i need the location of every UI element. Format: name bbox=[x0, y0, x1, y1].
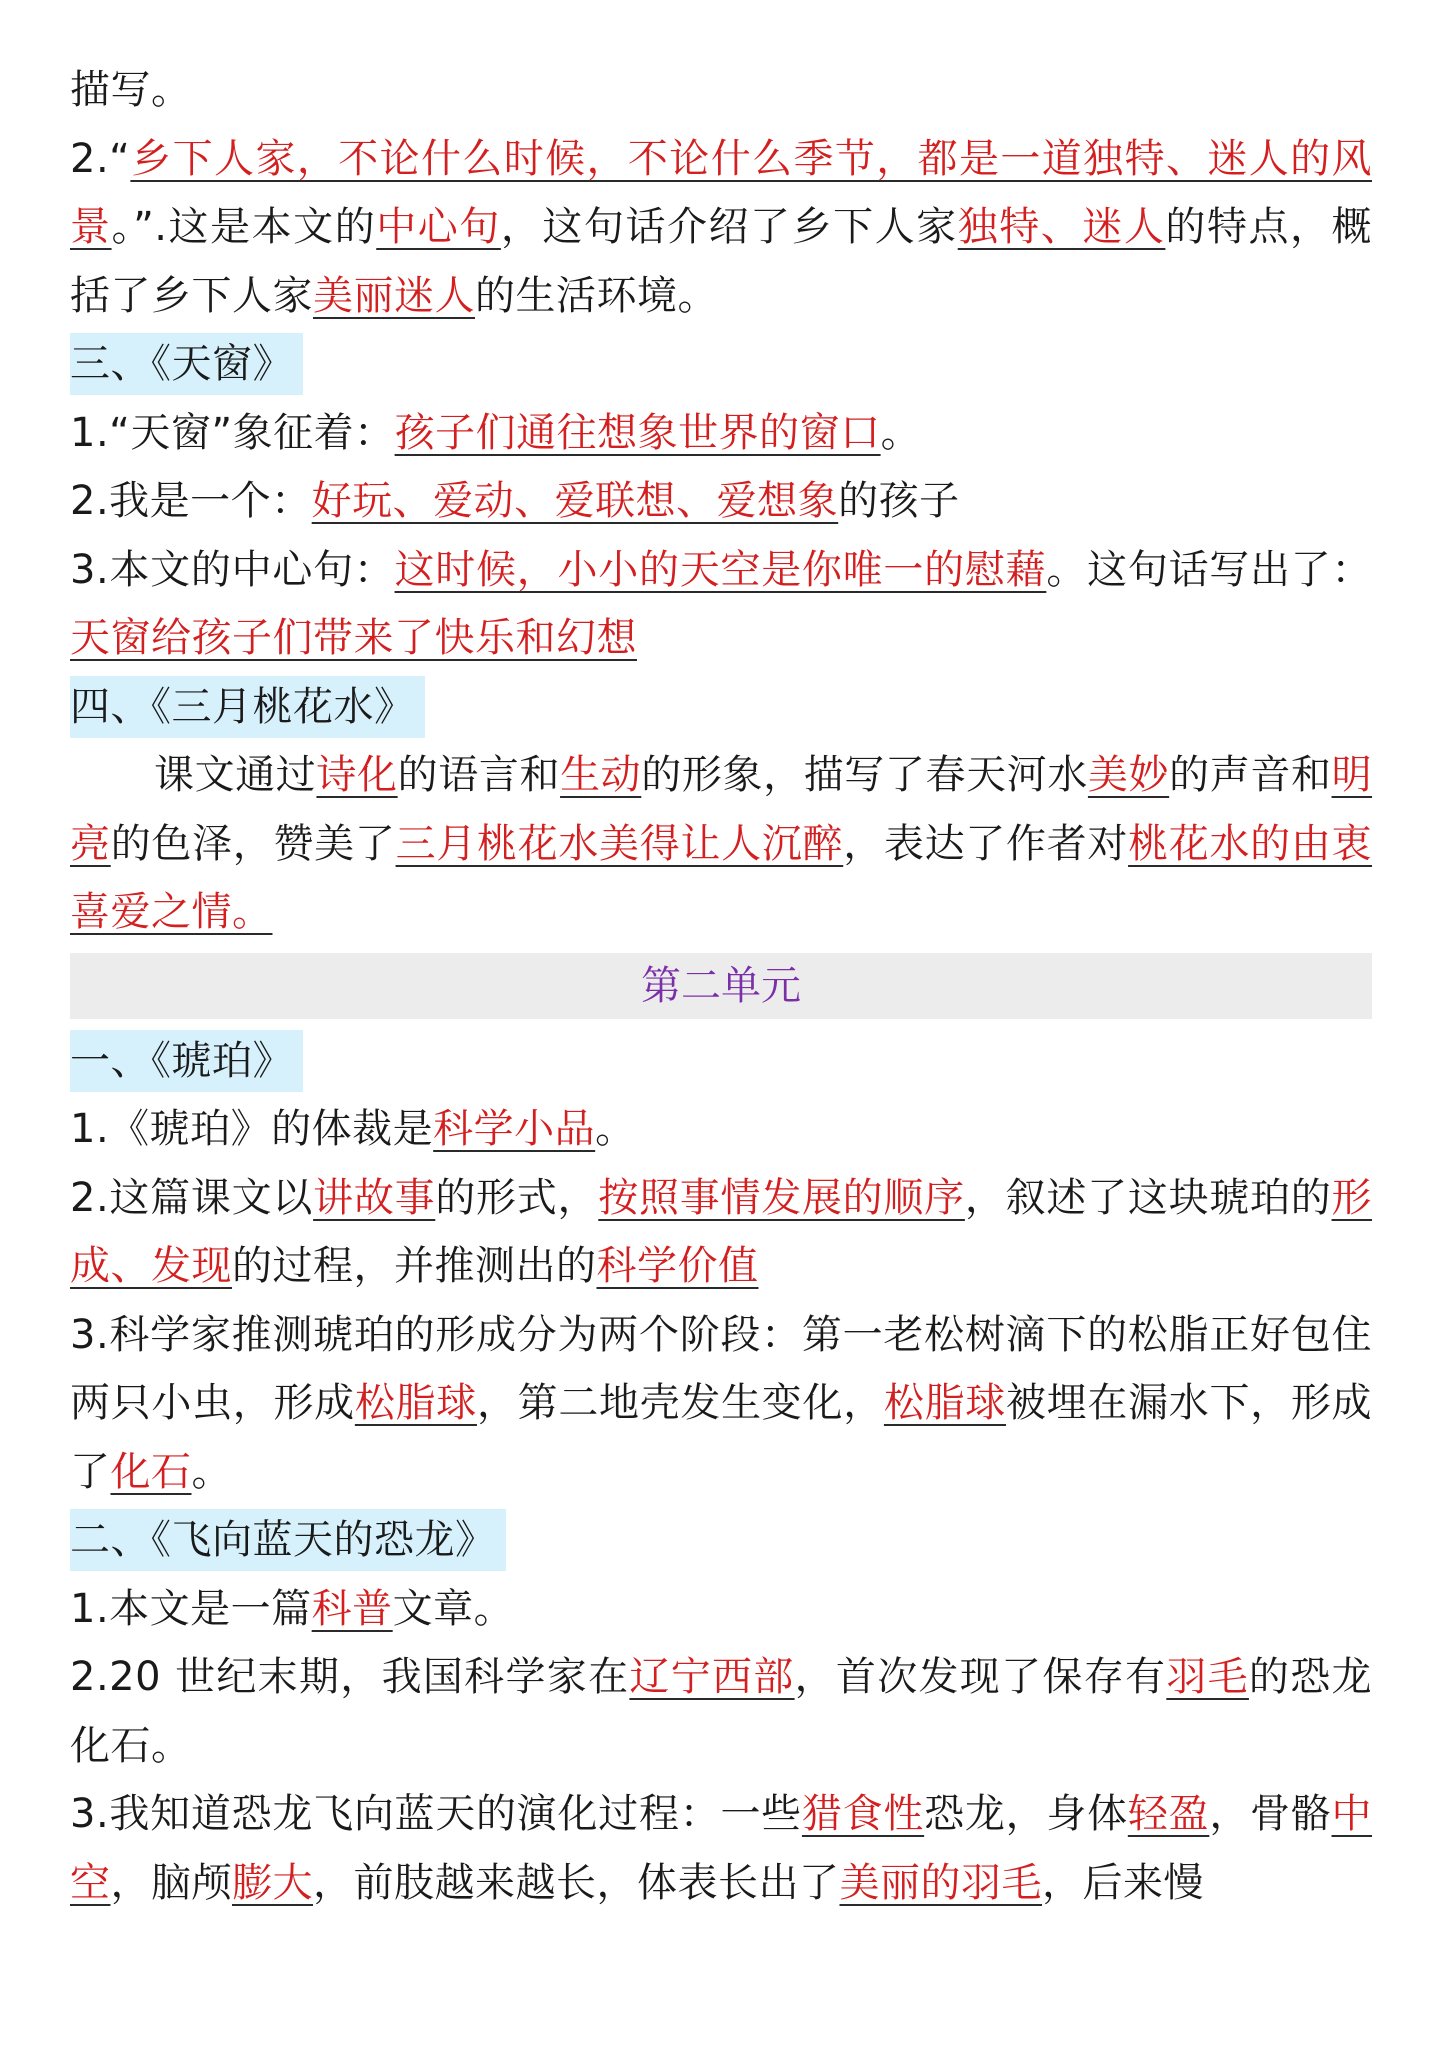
text-segment: ，前肢越来越长，体表长出了 bbox=[313, 1859, 840, 1906]
text-segment: ，骨骼 bbox=[1209, 1791, 1332, 1837]
text-segment: 2.20 世纪末期，我国科学家在 bbox=[70, 1654, 630, 1700]
highlighted-answer: 中空 bbox=[70, 1791, 1373, 1906]
para-intro-tail bbox=[70, 56, 1372, 125]
text-segment: 2.我是一个： bbox=[70, 478, 312, 524]
para-xiaxia-2 bbox=[70, 125, 1372, 331]
highlighted-answer: 天窗给孩子们带来了快乐和幻想 bbox=[70, 615, 637, 661]
highlighted-answer: 讲故事 bbox=[313, 1174, 436, 1221]
para-tianchuang-2 bbox=[70, 467, 1372, 536]
text-segment: 的生活环境。 bbox=[475, 272, 718, 319]
text-segment: 被埋在漏水下，形成了 bbox=[70, 1380, 1373, 1495]
text-segment: ，叙述了这块琥珀的 bbox=[964, 1174, 1332, 1221]
text-segment: 的声音和 bbox=[1169, 752, 1332, 798]
highlighted-answer: 羽毛 bbox=[1166, 1654, 1249, 1700]
highlighted-answer: 膨大 bbox=[232, 1859, 313, 1906]
text-segment: ，后来慢 bbox=[1042, 1859, 1204, 1906]
unit-2-banner: 第二单元 bbox=[70, 953, 1372, 1019]
highlighted-answer: 美丽的羽毛 bbox=[839, 1859, 1042, 1906]
heading-taohuashui bbox=[70, 673, 1372, 742]
text-segment: 1.《琥珀》的体裁是 bbox=[70, 1106, 434, 1152]
text-segment: 的形象，描写了春天河水 bbox=[641, 752, 1088, 798]
para-hupo-2 bbox=[70, 1164, 1372, 1301]
text-segment: 描写。 bbox=[70, 67, 192, 113]
text-segment: 恐龙，身体 bbox=[924, 1791, 1128, 1837]
text-segment: ，首次发现了保存有 bbox=[794, 1654, 1167, 1700]
text-segment: ，这句话介绍了乡下人家 bbox=[500, 204, 958, 250]
heading-tianchuang bbox=[70, 330, 1372, 399]
text-segment: 。 bbox=[191, 1448, 232, 1495]
highlighted-answer: 美丽迷人 bbox=[313, 272, 475, 319]
para-tianchuang-1 bbox=[70, 399, 1372, 468]
text-segment: 1.“天窗”象征着： bbox=[70, 409, 395, 456]
highlighted-answer: 中心句 bbox=[376, 204, 501, 250]
highlighted-answer: 化石 bbox=[110, 1448, 192, 1495]
section-heading-text: 四、《三月桃花水》 bbox=[70, 676, 425, 738]
text-segment: 的过程，并推测出的 bbox=[232, 1243, 597, 1289]
text-segment: 3.本文的中心句： bbox=[70, 546, 395, 593]
text-segment: 3.我知道恐龙飞向蓝天的演化过程：一些 bbox=[70, 1791, 802, 1837]
text-segment: 课文通过 bbox=[154, 752, 317, 798]
text-segment: 的色泽，赞美了 bbox=[110, 820, 396, 867]
text-segment: ，脑颅 bbox=[110, 1859, 232, 1906]
text-segment: 1.本文是一篇 bbox=[70, 1585, 312, 1632]
text-segment: 的恐龙化石。 bbox=[70, 1654, 1373, 1769]
highlighted-answer: 松脂球 bbox=[883, 1380, 1006, 1426]
section-heading-text: 二、《飞向蓝天的恐龙》 bbox=[70, 1509, 506, 1571]
highlighted-answer: 猎食性 bbox=[801, 1791, 925, 1837]
highlighted-answer: 乡下人家，不论什么时候，不论什么季节，都是一道独特、迷人的风景 bbox=[70, 135, 1372, 250]
highlighted-answer: 生动 bbox=[560, 752, 642, 798]
text-segment: 2.“ bbox=[70, 135, 131, 182]
para-hupo-3 bbox=[70, 1301, 1372, 1507]
text-segment: 的孩子 bbox=[838, 478, 960, 524]
text-segment: ，第二地壳发生变化， bbox=[476, 1380, 884, 1426]
highlighted-answer: 科学价值 bbox=[596, 1243, 759, 1289]
text-segment: 文章。 bbox=[392, 1585, 515, 1632]
para-tianchuang-3 bbox=[70, 536, 1372, 673]
highlighted-answer: 科普 bbox=[311, 1585, 393, 1632]
highlighted-answer: 松脂球 bbox=[354, 1380, 477, 1426]
highlighted-answer: 孩子们通往想象世界的窗口 bbox=[394, 409, 881, 456]
para-konglong-2 bbox=[70, 1643, 1372, 1780]
text-segment: 。”.这是本文的 bbox=[111, 204, 377, 250]
text-segment: ，表达了作者对 bbox=[843, 820, 1129, 867]
highlighted-answer: 辽宁西部 bbox=[629, 1654, 795, 1700]
highlighted-answer: 好玩、爱动、爱联想、爱想象 bbox=[311, 478, 839, 524]
text-segment: 3.科学家推测琥珀的形成分为两个阶段：第一老松树滴下的松脂正好包住两只小虫，形成 bbox=[70, 1311, 1372, 1426]
highlighted-answer: 独特、迷人 bbox=[957, 204, 1166, 250]
section-heading-text: 三、《天窗》 bbox=[70, 333, 303, 395]
text-segment: 的形式， bbox=[435, 1174, 599, 1221]
text-segment: 的语言和 bbox=[397, 752, 561, 798]
highlighted-answer: 科学小品 bbox=[433, 1106, 596, 1152]
text-segment: 的特点，概括了乡下人家 bbox=[70, 204, 1373, 319]
highlighted-answer: 形成、发现 bbox=[70, 1174, 1373, 1289]
highlighted-answer: 轻盈 bbox=[1127, 1791, 1210, 1837]
para-taohuashui bbox=[70, 741, 1372, 947]
highlighted-answer: 美妙 bbox=[1087, 752, 1170, 798]
highlighted-answer: 这时候，小小的天空是你唯一的慰藉 bbox=[394, 546, 1047, 593]
para-konglong-1 bbox=[70, 1575, 1372, 1644]
text-segment: 。 bbox=[880, 409, 922, 456]
text-segment: 。 bbox=[595, 1106, 636, 1152]
highlighted-answer: 明亮 bbox=[70, 752, 1373, 867]
section-heading-text: 一、《琥珀》 bbox=[70, 1030, 303, 1092]
text-segment: 2.这篇课文以 bbox=[70, 1174, 314, 1221]
text-segment: 。这句话写出了： bbox=[1046, 546, 1373, 593]
para-konglong-3 bbox=[70, 1780, 1372, 1917]
highlighted-answer: 诗化 bbox=[316, 752, 398, 798]
highlighted-answer: 按照事情发展的顺序 bbox=[598, 1174, 965, 1221]
para-hupo-1 bbox=[70, 1095, 1372, 1164]
heading-konglong bbox=[70, 1506, 1372, 1575]
heading-hupo bbox=[70, 1027, 1372, 1096]
highlighted-answer: 桃花水的由衷喜爱之情。 bbox=[70, 820, 1373, 935]
highlighted-answer: 三月桃花水美得让人沉醉 bbox=[395, 820, 844, 867]
